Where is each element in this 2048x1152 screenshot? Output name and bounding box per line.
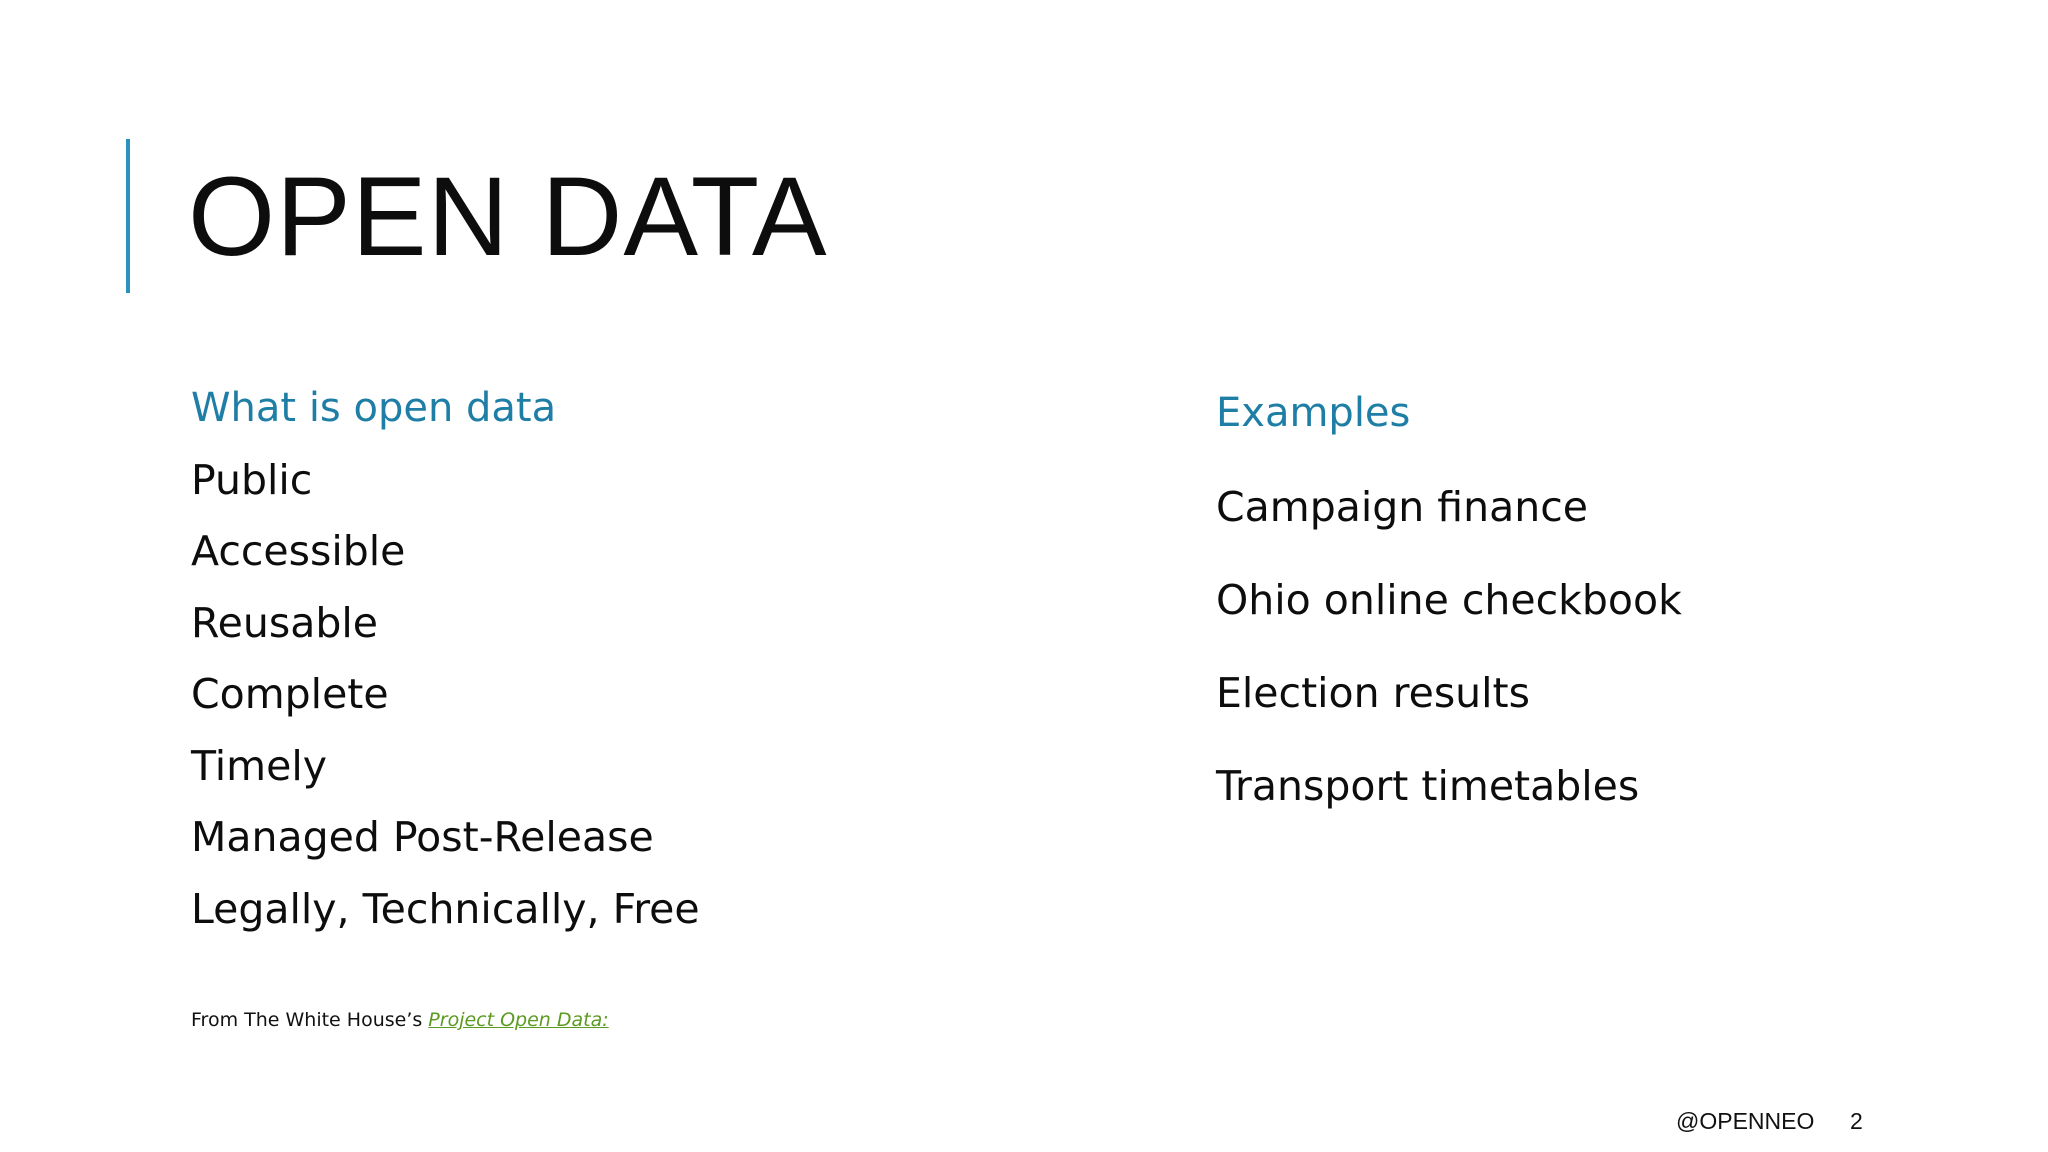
slide-title: OPEN DATA [188,154,828,279]
examples-column [1216,385,1682,814]
title-accent-bar [126,139,130,293]
list-item: Campaign finance [1216,483,1588,531]
list-item: Accessible [191,527,406,575]
list-item: Complete [191,670,389,718]
list-item: Timely [191,741,327,790]
definition-list [191,452,700,937]
list-item: Election results [1216,669,1530,717]
list-item: Managed Post-Release [191,813,654,861]
open-data-definition-column [191,380,700,937]
list-item: Legally, Technically, Free [191,884,700,933]
project-open-data-link[interactable]: Project Open Data: [428,1009,609,1031]
footer-handle: @OPENNEO [1676,1108,1815,1134]
list-item: Transport timetables [1216,762,1640,810]
page-number: 2 [1850,1108,1863,1134]
definition-heading: What is open data [191,385,557,431]
examples-heading: Examples [1216,390,1411,436]
list-item: Public [191,455,313,504]
list-item: Reusable [191,598,378,647]
source-prefix: From The White House’s [191,1009,429,1031]
list-item: Ohio online checkbook [1216,576,1682,624]
examples-list [1216,479,1682,814]
source-citation [191,1006,609,1034]
